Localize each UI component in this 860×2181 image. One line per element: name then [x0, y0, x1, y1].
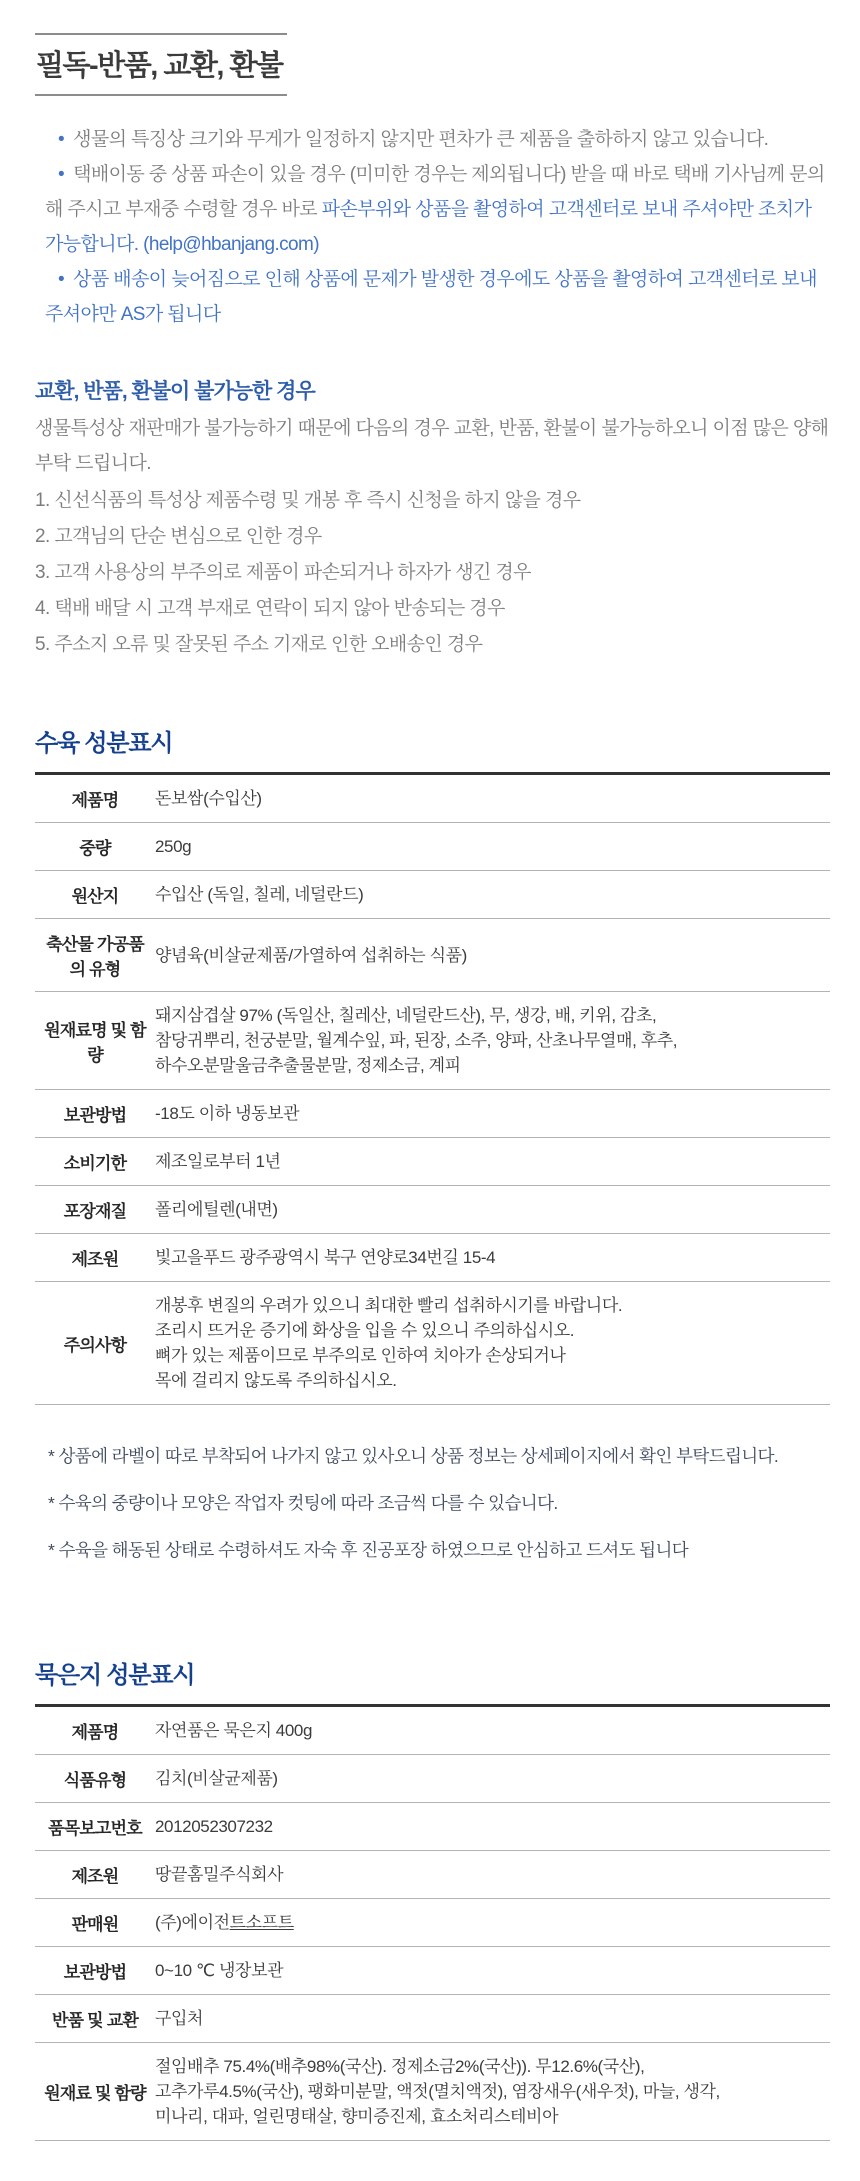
value-line: 미나리, 대파, 얼린명태살, 향미증진제, 효소처리스테비아	[155, 2107, 559, 2126]
policy-bullet-3-text: 상품 배송이 늦어짐으로 인해 상품에 문제가 발생한 경우에도 상품을 촬영하여 고객센터로 보내 주셔야만 AS가 됩니다	[45, 269, 817, 325]
value-line: 개봉후 변질의 우려가 있으니 최대한 빨리 섭취하시기를 바랍니다.	[155, 1296, 623, 1315]
mukeunji-section-heading: 묵은지 성분표시	[35, 1662, 195, 1689]
row-value	[155, 992, 830, 1090]
bullet-dot-icon: •	[58, 269, 65, 290]
table-row	[35, 1755, 830, 1803]
row-value	[155, 1899, 830, 1947]
table-row	[35, 774, 830, 823]
impossible-cases-intro: 생물특성상 재판매가 불가능하기 때문에 다음의 경우 교환, 반품, 환불이 불가능하오니 이점 많은 양해 부탁 드립니다.	[35, 418, 829, 474]
value-line: 하수오분말울금추출물분말, 정제소금, 계피	[155, 1056, 461, 1075]
value-line: 뼈가 있는 제품이므로 부주의로 인하여 치아가 손상되거나	[155, 1346, 566, 1365]
row-value: 자연품은 묵은지 400g	[155, 1721, 313, 1740]
table-row	[35, 1947, 830, 1995]
table-row	[35, 1899, 830, 1947]
table-row	[35, 1234, 830, 1282]
page-title-text: 필독-반품, 교환, 환불	[36, 50, 283, 82]
row-value: 땅끝홈밀주식회사	[155, 1865, 284, 1884]
row-label: 반품 및 교환	[52, 2011, 138, 2030]
list-item: 5. 주소지 오류 및 잘못된 주소 기재로 인한 오배송인 경우	[35, 634, 483, 655]
table-row	[35, 1995, 830, 2043]
row-label: 식품유형	[63, 1771, 127, 1790]
value-line: 조리시 뜨거운 증기에 화상을 입을 수 있으니 주의하십시오.	[155, 1321, 575, 1340]
row-label: 원산지	[71, 887, 119, 906]
row-value: 폴리에틸렌(내면)	[155, 1200, 278, 1219]
row-label: 제품명	[71, 791, 119, 810]
table-row	[35, 2043, 830, 2141]
row-value: 구입처	[155, 2009, 204, 2028]
row-value: 수입산 (독일, 칠레, 네덜란드)	[155, 885, 364, 904]
list-item: 3. 고객 사용상의 부주의로 제품이 파손되거나 하자가 생긴 경우	[35, 562, 531, 583]
suyuk-section-heading: 수육 성분표시	[35, 730, 173, 757]
suyuk-notes	[35, 1439, 830, 1567]
table-row	[35, 823, 830, 871]
value-line: 고추가루4.5%(국산), 팽화미분말, 액젓(멸치액젓), 염장새우(새우젓), 마늘, 생각,	[155, 2082, 720, 2101]
policy-bullet-2-text: 택배이동 중 상품 파손이 있을 경우 (미미한 경우는 제외됩니다) 받을 때 바로 택배 기사님께 문의해 주시고 부재중 수령할 경우 바로	[45, 164, 825, 220]
table-row	[35, 1138, 830, 1186]
row-value: -18도 이하 냉동보관	[155, 1104, 300, 1123]
table-row	[35, 1851, 830, 1899]
row-value	[155, 2043, 830, 2141]
note-item: * 수육의 중량이나 모양은 작업자 컷팅에 따라 조금씩 다를 수 있습니다.	[48, 1493, 558, 1513]
table-row	[35, 1803, 830, 1851]
row-value: 빛고을푸드 광주광역시 북구 연양로34번길 15-4	[155, 1248, 496, 1267]
table-row	[35, 1090, 830, 1138]
row-label: 원재료명 및 함량	[44, 1020, 146, 1065]
row-value: 김치(비살균제품)	[155, 1769, 278, 1788]
row-label: 판매원	[71, 1915, 119, 1934]
mukeunji-spec-table	[35, 1704, 830, 2141]
page-title	[35, 33, 287, 96]
row-label: 원재료 및 함량	[44, 2084, 146, 2103]
list-item: 1. 신선식품의 특성상 제품수령 및 개봉 후 즉시 신청을 하지 않을 경우	[35, 490, 581, 511]
policy-bullet-2-highlight: 파손부위와 상품을 촬영하여 고객센터로 보내 주셔야만 조치가 가능합니다. (help@hbanjang.com)	[45, 199, 812, 255]
row-label: 소비기한	[63, 1154, 127, 1173]
row-value: 돈보쌈(수입산)	[155, 789, 262, 808]
bullet-dot-icon: •	[58, 129, 65, 150]
impossible-cases-heading: 교환, 반품, 환불이 불가능한 경우	[35, 380, 315, 403]
row-label: 품목보고번호	[48, 1819, 142, 1838]
note-item: * 상품에 라벨이 따로 부착되어 나가지 않고 있사오니 상품 정보는 상세페이지에서 확인 부탁드립니다.	[48, 1446, 779, 1466]
row-value	[155, 1282, 830, 1405]
row-label: 보관방법	[63, 1106, 127, 1125]
row-label: 보관방법	[63, 1963, 127, 1982]
row-label: 제조원	[71, 1867, 119, 1886]
policy-bullet-1-text: 생물의 특징상 크기와 무게가 일정하지 않지만 편차가 큰 제품을 출하하지 않고 있습니다.	[73, 129, 769, 150]
bullet-dot-icon: •	[58, 164, 65, 185]
table-row	[35, 1706, 830, 1755]
table-row	[35, 871, 830, 919]
table-row	[35, 1186, 830, 1234]
list-item: 2. 고객님의 단순 변심으로 인한 경우	[35, 526, 322, 547]
policy-notice-block	[35, 122, 830, 332]
row-label: 포장재질	[63, 1202, 127, 1221]
policy-bullet-2	[35, 157, 830, 262]
value-line: 목에 걸리지 않도록 주의하십시오.	[155, 1371, 397, 1390]
value-line: 절임배추 75.4%(배추98%(국산). 정제소금2%(국산)). 무12.6%(국산),	[155, 2057, 645, 2076]
value-line: 돼지삼겹살 97% (독일산, 칠레산, 네덜란드산), 무, 생강, 배, 키위, 감초,	[155, 1006, 657, 1025]
table-row	[35, 992, 830, 1090]
row-value: 제조일로부터 1년	[155, 1152, 281, 1171]
row-label: 축산물 가공품의 유형	[46, 935, 144, 979]
table-row	[35, 1282, 830, 1405]
list-item: 4. 택배 배달 시 고객 부재로 연락이 되지 않아 반송되는 경우	[35, 598, 505, 619]
note-item: * 수육을 해동된 상태로 수령하셔도 자숙 후 진공포장 하였으므로 안심하고 드셔도 됩니다	[48, 1540, 689, 1560]
row-label: 중량	[79, 839, 111, 858]
table-row	[35, 919, 830, 992]
value-line: 참당귀뿌리, 천궁분말, 월계수잎, 파, 된장, 소주, 양파, 산초나무열매, 후추,	[155, 1031, 678, 1050]
row-label: 제조원	[71, 1250, 119, 1269]
row-value: 250g	[155, 837, 192, 856]
row-value: 양념육(비살균제품/가열하여 섭취하는 식품)	[155, 945, 467, 965]
row-value: 0~10 ℃ 냉장보관	[155, 1961, 284, 1980]
row-label: 제품명	[71, 1723, 119, 1742]
impossible-cases-list	[35, 483, 830, 663]
seller-name-underlined: 트소프트	[229, 1913, 294, 1932]
policy-bullet-1	[35, 122, 830, 157]
policy-bullet-3	[35, 262, 830, 332]
suyuk-spec-table	[35, 772, 830, 1405]
seller-name: (주)에이전	[155, 1913, 230, 1932]
row-label: 주의사항	[63, 1335, 127, 1355]
row-value: 2012052307232	[155, 1817, 273, 1836]
